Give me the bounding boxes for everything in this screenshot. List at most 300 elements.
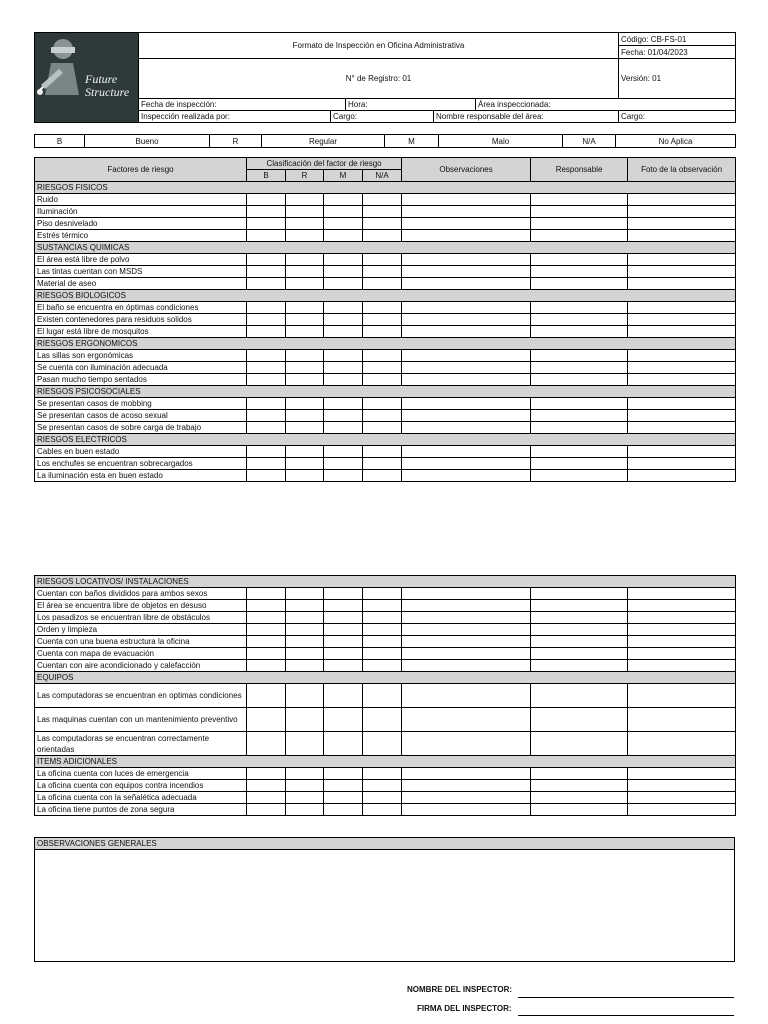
- general-observations-title: OBSERVACIONES GENERALES: [35, 838, 735, 850]
- rating-na-cell[interactable]: [363, 708, 402, 732]
- rating-na-cell[interactable]: [363, 374, 402, 386]
- rating-r-cell[interactable]: [286, 374, 324, 386]
- rating-r-cell[interactable]: [286, 780, 324, 792]
- rating-m-cell[interactable]: [324, 470, 363, 482]
- area-manager-field[interactable]: Nombre responsable del área:: [434, 111, 619, 123]
- observation-cell[interactable]: [402, 768, 531, 780]
- rating-r-cell[interactable]: [286, 350, 324, 362]
- section-header: [35, 386, 736, 398]
- responsible-cell[interactable]: [531, 410, 628, 422]
- rating-b-cell[interactable]: [247, 398, 286, 410]
- responsible-cell[interactable]: [531, 398, 628, 410]
- responsible-cell[interactable]: [531, 600, 628, 612]
- observation-cell[interactable]: [402, 302, 531, 314]
- photo-cell[interactable]: [628, 708, 736, 732]
- rating-m-cell[interactable]: [324, 314, 363, 326]
- responsible-cell[interactable]: [531, 230, 628, 242]
- rating-r-cell[interactable]: [286, 600, 324, 612]
- observation-cell[interactable]: [402, 254, 531, 266]
- responsible-cell[interactable]: [531, 374, 628, 386]
- rating-na-cell[interactable]: [363, 398, 402, 410]
- rating-r-cell[interactable]: [286, 446, 324, 458]
- rating-na-cell[interactable]: [363, 446, 402, 458]
- photo-cell[interactable]: [628, 302, 736, 314]
- photo-cell[interactable]: [628, 206, 736, 218]
- rating-b-cell[interactable]: [247, 410, 286, 422]
- rating-m-cell[interactable]: [324, 326, 363, 338]
- inspector-signature-line[interactable]: [518, 1015, 734, 1016]
- risk-factor-label: Los enchufes se encuentran sobrecargados: [35, 458, 247, 470]
- table-row: [35, 350, 736, 362]
- rating-m-cell[interactable]: [324, 624, 363, 636]
- observation-cell[interactable]: [402, 446, 531, 458]
- risk-factor-label: El baño se encuentra en óptimas condiciones: [35, 302, 247, 314]
- observation-cell[interactable]: [402, 684, 531, 708]
- logo-line1: Future: [85, 72, 118, 86]
- rating-m-cell[interactable]: [324, 684, 363, 708]
- photo-cell[interactable]: [628, 362, 736, 374]
- responsible-cell[interactable]: [531, 708, 628, 732]
- rating-r-cell[interactable]: [286, 684, 324, 708]
- rating-r-cell[interactable]: [286, 470, 324, 482]
- rating-r-cell[interactable]: [286, 422, 324, 434]
- responsible-cell[interactable]: [531, 314, 628, 326]
- risk-factor-label: La oficina cuenta con la señalética adecuada: [35, 792, 247, 804]
- rating-r-cell[interactable]: [286, 302, 324, 314]
- photo-cell[interactable]: [628, 684, 736, 708]
- col-r: R: [286, 170, 324, 182]
- photo-cell[interactable]: [628, 326, 736, 338]
- rating-b-cell[interactable]: [247, 470, 286, 482]
- observation-cell[interactable]: [402, 780, 531, 792]
- rating-m-cell[interactable]: [324, 254, 363, 266]
- risk-factor-label: Piso desnivelado: [35, 218, 247, 230]
- position-field-2[interactable]: Cargo:: [619, 111, 736, 123]
- responsible-cell[interactable]: [531, 624, 628, 636]
- observation-cell[interactable]: [402, 350, 531, 362]
- rating-r-cell[interactable]: [286, 230, 324, 242]
- table-row: [35, 302, 736, 314]
- col-factores: Factores de riesgo: [35, 158, 247, 182]
- table-row: [35, 624, 736, 636]
- area-field[interactable]: Área inspeccionada:: [476, 99, 736, 111]
- rating-na-cell[interactable]: [363, 612, 402, 624]
- rating-na-cell[interactable]: [363, 362, 402, 374]
- section-title: RIESGOS PSICOSOCIALES: [35, 386, 736, 398]
- risk-factor-label: Se cuenta con iluminación adecuada: [35, 362, 247, 374]
- photo-cell[interactable]: [628, 398, 736, 410]
- observation-cell[interactable]: [402, 648, 531, 660]
- rating-r-cell[interactable]: [286, 636, 324, 648]
- inspector-name-line[interactable]: [518, 997, 734, 998]
- rating-r-cell[interactable]: [286, 588, 324, 600]
- rating-m-cell[interactable]: [324, 804, 363, 816]
- table-row: [35, 684, 736, 708]
- rating-na-cell[interactable]: [363, 422, 402, 434]
- rating-b-cell[interactable]: [247, 230, 286, 242]
- rating-m-cell[interactable]: [324, 230, 363, 242]
- section-header: [35, 576, 736, 588]
- photo-cell[interactable]: [628, 648, 736, 660]
- responsible-cell[interactable]: [531, 660, 628, 672]
- observation-cell[interactable]: [402, 708, 531, 732]
- photo-cell[interactable]: [628, 374, 736, 386]
- rating-b-cell[interactable]: [247, 266, 286, 278]
- photo-cell[interactable]: [628, 780, 736, 792]
- rating-b-cell[interactable]: [247, 588, 286, 600]
- observation-cell[interactable]: [402, 732, 531, 756]
- rating-m-cell[interactable]: [324, 636, 363, 648]
- observation-cell[interactable]: [402, 458, 531, 470]
- rating-na-cell[interactable]: [363, 350, 402, 362]
- observation-cell[interactable]: [402, 804, 531, 816]
- photo-cell[interactable]: [628, 612, 736, 624]
- rating-m-cell[interactable]: [324, 278, 363, 290]
- rating-na-cell[interactable]: [363, 278, 402, 290]
- table-row: [35, 732, 736, 756]
- photo-cell[interactable]: [628, 636, 736, 648]
- photo-cell[interactable]: [628, 194, 736, 206]
- rating-na-cell[interactable]: [363, 218, 402, 230]
- risk-factor-label: Material de aseo: [35, 278, 247, 290]
- table-row: [35, 600, 736, 612]
- rating-b-cell[interactable]: [247, 732, 286, 756]
- responsible-cell[interactable]: [531, 684, 628, 708]
- observation-cell[interactable]: [402, 314, 531, 326]
- observation-cell[interactable]: [402, 612, 531, 624]
- legend-na: N/A: [563, 135, 616, 148]
- rating-b-cell[interactable]: [247, 314, 286, 326]
- responsible-cell[interactable]: [531, 446, 628, 458]
- table-row: [35, 206, 736, 218]
- observation-cell[interactable]: [402, 660, 531, 672]
- rating-b-cell[interactable]: [247, 600, 286, 612]
- rating-m-cell[interactable]: [324, 458, 363, 470]
- rating-m-cell[interactable]: [324, 792, 363, 804]
- rating-m-cell[interactable]: [324, 422, 363, 434]
- photo-cell[interactable]: [628, 804, 736, 816]
- section-title: RIESGOS FISICOS: [35, 182, 736, 194]
- rating-r-cell[interactable]: [286, 410, 324, 422]
- observation-cell[interactable]: [402, 636, 531, 648]
- risk-factor-label: Iluminación: [35, 206, 247, 218]
- rating-m-cell[interactable]: [324, 362, 363, 374]
- rating-r-cell[interactable]: [286, 266, 324, 278]
- rating-na-cell[interactable]: [363, 326, 402, 338]
- rating-m-cell[interactable]: [324, 660, 363, 672]
- rating-b-cell[interactable]: [247, 422, 286, 434]
- rating-b-cell[interactable]: [247, 684, 286, 708]
- header-table: [34, 32, 736, 123]
- rating-r-cell[interactable]: [286, 326, 324, 338]
- risk-factor-label: Pasan mucho tiempo sentados: [35, 374, 247, 386]
- rating-r-cell[interactable]: [286, 768, 324, 780]
- risk-factor-label: La oficina cuenta con luces de emergencia: [35, 768, 247, 780]
- rating-r-cell[interactable]: [286, 278, 324, 290]
- rating-m-cell[interactable]: [324, 768, 363, 780]
- rating-b-cell[interactable]: [247, 804, 286, 816]
- inspector-signature-label: FIRMA DEL INSPECTOR:: [417, 1004, 512, 1013]
- rating-r-cell[interactable]: [286, 624, 324, 636]
- photo-cell[interactable]: [628, 422, 736, 434]
- rating-na-cell[interactable]: [363, 302, 402, 314]
- table-row: [35, 588, 736, 600]
- rating-b-cell[interactable]: [247, 768, 286, 780]
- rating-m-cell[interactable]: [324, 708, 363, 732]
- observation-cell[interactable]: [402, 422, 531, 434]
- rating-b-cell[interactable]: [247, 194, 286, 206]
- rating-b-cell[interactable]: [247, 648, 286, 660]
- rating-m-cell[interactable]: [324, 266, 363, 278]
- risk-factor-label: La oficina cuenta con equipos contra incendios: [35, 780, 247, 792]
- position-field-1[interactable]: Cargo:: [331, 111, 434, 123]
- rating-b-cell[interactable]: [247, 374, 286, 386]
- welder-icon: [37, 35, 83, 97]
- rating-na-cell[interactable]: [363, 780, 402, 792]
- responsible-cell[interactable]: [531, 612, 628, 624]
- responsible-cell[interactable]: [531, 422, 628, 434]
- rating-r-cell[interactable]: [286, 660, 324, 672]
- observation-cell[interactable]: [402, 398, 531, 410]
- rating-na-cell[interactable]: [363, 254, 402, 266]
- photo-cell[interactable]: [628, 314, 736, 326]
- observation-cell[interactable]: [402, 194, 531, 206]
- photo-cell[interactable]: [628, 266, 736, 278]
- responsible-cell[interactable]: [531, 792, 628, 804]
- table-row: [35, 278, 736, 290]
- rating-r-cell[interactable]: [286, 732, 324, 756]
- rating-na-cell[interactable]: [363, 410, 402, 422]
- photo-cell[interactable]: [628, 350, 736, 362]
- responsible-cell[interactable]: [531, 648, 628, 660]
- rating-na-cell[interactable]: [363, 660, 402, 672]
- photo-cell[interactable]: [628, 792, 736, 804]
- section-title: RIESGOS LOCATIVOS/ INSTALACIONES: [35, 576, 736, 588]
- responsible-cell[interactable]: [531, 194, 628, 206]
- form-title: Formato de Inspección en Oficina Administrativa: [139, 33, 619, 59]
- rating-b-cell[interactable]: [247, 326, 286, 338]
- rating-b-cell[interactable]: [247, 780, 286, 792]
- rating-b-cell[interactable]: [247, 350, 286, 362]
- rating-na-cell[interactable]: [363, 636, 402, 648]
- rating-r-cell[interactable]: [286, 218, 324, 230]
- rating-m-cell[interactable]: [324, 374, 363, 386]
- risk-factor-label: Las tintas cuentan con MSDS: [35, 266, 247, 278]
- rating-b-cell[interactable]: [247, 636, 286, 648]
- photo-cell[interactable]: [628, 624, 736, 636]
- rating-na-cell[interactable]: [363, 266, 402, 278]
- rating-b-cell[interactable]: [247, 278, 286, 290]
- observation-cell[interactable]: [402, 410, 531, 422]
- rating-r-cell[interactable]: [286, 792, 324, 804]
- table-row: [35, 398, 736, 410]
- table-row: [35, 792, 736, 804]
- observation-cell[interactable]: [402, 206, 531, 218]
- inspection-date-field[interactable]: Fecha de inspección:: [139, 99, 346, 111]
- risk-factor-label: La iluminación esta en buen estado: [35, 470, 247, 482]
- rating-r-cell[interactable]: [286, 804, 324, 816]
- responsible-cell[interactable]: [531, 266, 628, 278]
- rating-legend: [34, 134, 736, 148]
- hour-field[interactable]: Hora:: [346, 99, 476, 111]
- photo-cell[interactable]: [628, 470, 736, 482]
- rating-r-cell[interactable]: [286, 362, 324, 374]
- responsible-cell[interactable]: [531, 350, 628, 362]
- observation-cell[interactable]: [402, 278, 531, 290]
- rating-m-cell[interactable]: [324, 350, 363, 362]
- rating-m-cell[interactable]: [324, 194, 363, 206]
- table-row: [35, 660, 736, 672]
- photo-cell[interactable]: [628, 446, 736, 458]
- section-title: EQUIPOS: [35, 672, 736, 684]
- observation-cell[interactable]: [402, 470, 531, 482]
- rating-na-cell[interactable]: [363, 732, 402, 756]
- photo-cell[interactable]: [628, 732, 736, 756]
- rating-r-cell[interactable]: [286, 314, 324, 326]
- rating-b-cell[interactable]: [247, 218, 286, 230]
- rating-b-cell[interactable]: [247, 660, 286, 672]
- rating-r-cell[interactable]: [286, 254, 324, 266]
- photo-cell[interactable]: [628, 660, 736, 672]
- rating-b-cell[interactable]: [247, 612, 286, 624]
- legend-malo: Malo: [439, 135, 563, 148]
- responsible-cell[interactable]: [531, 326, 628, 338]
- responsible-cell[interactable]: [531, 804, 628, 816]
- photo-cell[interactable]: [628, 278, 736, 290]
- observation-cell[interactable]: [402, 326, 531, 338]
- table-row: [35, 314, 736, 326]
- responsible-cell[interactable]: [531, 278, 628, 290]
- risk-factor-label: Cuentan con baños divididos para ambos sexos: [35, 588, 247, 600]
- observation-cell[interactable]: [402, 362, 531, 374]
- rating-m-cell[interactable]: [324, 732, 363, 756]
- rating-b-cell[interactable]: [247, 446, 286, 458]
- photo-cell[interactable]: [628, 218, 736, 230]
- photo-cell[interactable]: [628, 458, 736, 470]
- rating-b-cell[interactable]: [247, 206, 286, 218]
- risk-factor-label: Cuenta con una buena estructura la oficina: [35, 636, 247, 648]
- rating-b-cell[interactable]: [247, 254, 286, 266]
- responsible-cell[interactable]: [531, 218, 628, 230]
- rating-na-cell[interactable]: [363, 230, 402, 242]
- company-logo: [35, 33, 139, 123]
- rating-na-cell[interactable]: [363, 314, 402, 326]
- legend-bueno: Bueno: [85, 135, 210, 148]
- rating-r-cell[interactable]: [286, 648, 324, 660]
- rating-na-cell[interactable]: [363, 470, 402, 482]
- table-row: [35, 218, 736, 230]
- rating-b-cell[interactable]: [247, 362, 286, 374]
- observation-cell[interactable]: [402, 624, 531, 636]
- risk-factor-label: El lugar está libre de mosquitos: [35, 326, 247, 338]
- rating-m-cell[interactable]: [324, 780, 363, 792]
- section-title: SUSTANCIAS QUIMICAS: [35, 242, 736, 254]
- responsible-cell[interactable]: [531, 302, 628, 314]
- legend-b: B: [35, 135, 85, 148]
- table-row: [35, 374, 736, 386]
- photo-cell[interactable]: [628, 768, 736, 780]
- rating-r-cell[interactable]: [286, 206, 324, 218]
- observation-cell[interactable]: [402, 588, 531, 600]
- responsible-cell[interactable]: [531, 780, 628, 792]
- rating-na-cell[interactable]: [363, 458, 402, 470]
- responsible-cell[interactable]: [531, 768, 628, 780]
- observation-cell[interactable]: [402, 374, 531, 386]
- photo-cell[interactable]: [628, 254, 736, 266]
- rating-m-cell[interactable]: [324, 600, 363, 612]
- rating-m-cell[interactable]: [324, 648, 363, 660]
- rating-b-cell[interactable]: [247, 458, 286, 470]
- responsible-cell[interactable]: [531, 470, 628, 482]
- rating-b-cell[interactable]: [247, 792, 286, 804]
- rating-m-cell[interactable]: [324, 446, 363, 458]
- rating-na-cell[interactable]: [363, 648, 402, 660]
- rating-na-cell[interactable]: [363, 804, 402, 816]
- rating-m-cell[interactable]: [324, 302, 363, 314]
- rating-r-cell[interactable]: [286, 194, 324, 206]
- responsible-cell[interactable]: [531, 458, 628, 470]
- rating-na-cell[interactable]: [363, 206, 402, 218]
- rating-m-cell[interactable]: [324, 612, 363, 624]
- photo-cell[interactable]: [628, 588, 736, 600]
- observation-cell[interactable]: [402, 230, 531, 242]
- responsible-cell[interactable]: [531, 254, 628, 266]
- rating-na-cell[interactable]: [363, 684, 402, 708]
- rating-m-cell[interactable]: [324, 410, 363, 422]
- responsible-cell[interactable]: [531, 588, 628, 600]
- observation-cell[interactable]: [402, 266, 531, 278]
- table-row: [35, 708, 736, 732]
- rating-m-cell[interactable]: [324, 398, 363, 410]
- risk-factor-label: Se presentan casos de acoso sexual: [35, 410, 247, 422]
- form-version: Versión: 01: [619, 59, 736, 99]
- responsible-cell[interactable]: [531, 206, 628, 218]
- section-title: ITEMS ADICIONALES: [35, 756, 736, 768]
- rating-b-cell[interactable]: [247, 302, 286, 314]
- inspected-by-field[interactable]: Inspección realizada por:: [139, 111, 331, 123]
- photo-cell[interactable]: [628, 230, 736, 242]
- rating-na-cell[interactable]: [363, 194, 402, 206]
- table-row: [35, 266, 736, 278]
- rating-m-cell[interactable]: [324, 206, 363, 218]
- rating-na-cell[interactable]: [363, 792, 402, 804]
- rating-b-cell[interactable]: [247, 624, 286, 636]
- rating-r-cell[interactable]: [286, 612, 324, 624]
- general-observations-field[interactable]: [35, 850, 735, 962]
- rating-m-cell[interactable]: [324, 588, 363, 600]
- rating-na-cell[interactable]: [363, 768, 402, 780]
- rating-r-cell[interactable]: [286, 398, 324, 410]
- photo-cell[interactable]: [628, 600, 736, 612]
- responsible-cell[interactable]: [531, 732, 628, 756]
- rating-m-cell[interactable]: [324, 218, 363, 230]
- risk-factor-label: Cuentan con aire acondicionado y calefacción: [35, 660, 247, 672]
- observation-cell[interactable]: [402, 218, 531, 230]
- rating-na-cell[interactable]: [363, 600, 402, 612]
- rating-na-cell[interactable]: [363, 588, 402, 600]
- observation-cell[interactable]: [402, 600, 531, 612]
- legend-regular: Regular: [262, 135, 385, 148]
- rating-na-cell[interactable]: [363, 624, 402, 636]
- observation-cell[interactable]: [402, 792, 531, 804]
- rating-b-cell[interactable]: [247, 708, 286, 732]
- responsible-cell[interactable]: [531, 636, 628, 648]
- rating-r-cell[interactable]: [286, 458, 324, 470]
- responsible-cell[interactable]: [531, 362, 628, 374]
- photo-cell[interactable]: [628, 410, 736, 422]
- rating-r-cell[interactable]: [286, 708, 324, 732]
- risk-factor-label: Se presentan casos de mobbing: [35, 398, 247, 410]
